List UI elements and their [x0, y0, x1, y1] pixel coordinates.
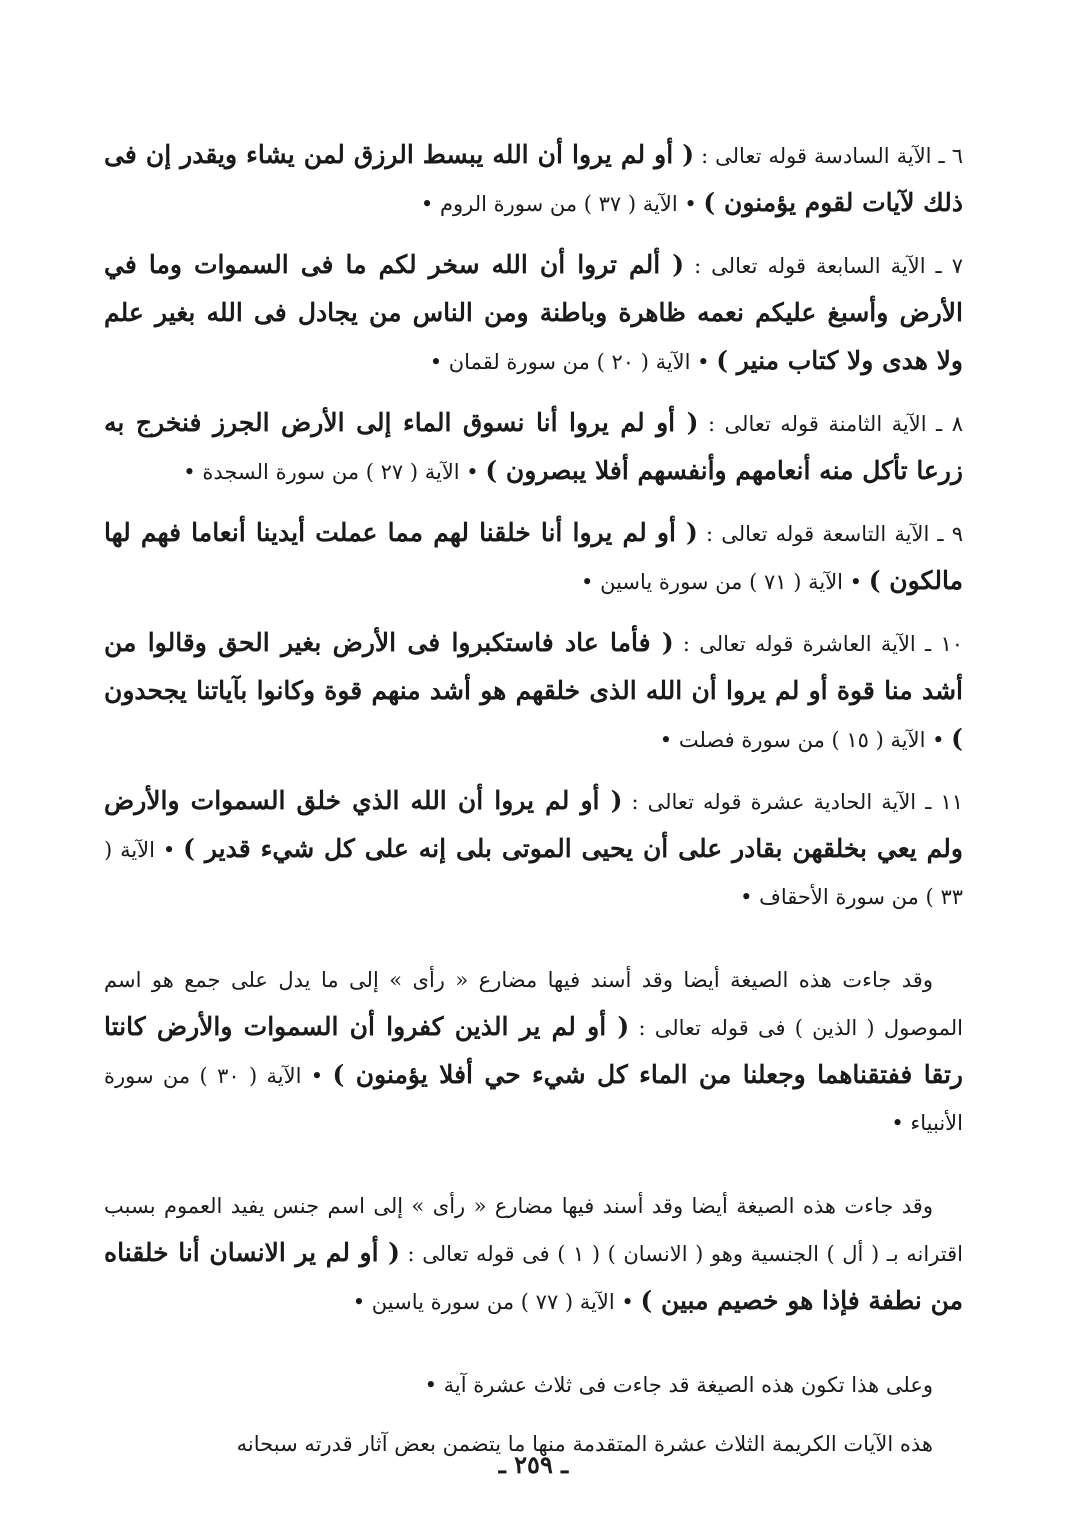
genus-subject-paragraph: [104, 1183, 963, 1326]
quran-quote: ( أو لم ير الانسان أنا خلقناه من نطفة فإذا هو خصيم مبين ): [104, 1238, 963, 1315]
verse-reference: • الآية ( ٣٠ ) من سورة الأنبياء •: [104, 1064, 963, 1135]
quran-quote: ( أو لم يروا أن الله يبسط الرزق لمن يشاء ويقدر إن فى ذلك لآيات لقوم يؤمنون ): [104, 140, 963, 217]
verse-paragraph-8: [104, 400, 963, 496]
verse-paragraph-6: [104, 132, 963, 228]
quran-quote: ( أو لم يروا أن الله الذي خلق السموات والأرض ولم يعي بخلقهن بقادر على أن يحيى الموتى بلى إنه على كل شيء قدير ): [104, 786, 963, 863]
verse-reference: • الآية ( ٧١ ) من سورة ياسين •: [581, 570, 869, 594]
verse-reference: • الآية ( ٢٧ ) من سورة السجدة •: [183, 460, 486, 484]
summary-line: [104, 1362, 963, 1409]
quran-quote: ( أو لم ير الذين كفروا أن السموات والأرض كانتا رتقا ففتقناهما وجعلنا من الماء كل شيء حي أفلا يؤمنون ): [104, 1012, 963, 1089]
verse-reference: • الآية ( ٣٧ ) من سورة الروم •: [420, 192, 704, 216]
quran-quote: ( ألم تروا أن الله سخر لكم ما فى السموات وما في الأرض وأسبغ عليكم نعمه ظاهرة وباطنة ومن الناس من يجادل فى الله بغير علم ولا هدى ولا كتاب منير ): [104, 250, 963, 375]
plural-subject-paragraph: [104, 957, 963, 1147]
verse-intro: ١١ ـ الآية الحادية عشرة قوله تعالى :: [622, 790, 963, 814]
verse-intro: ٩ ـ الآية التاسعة قوله تعالى :: [697, 522, 963, 546]
quran-quote: ( فأما عاد فاستكبروا فى الأرض بغير الحق وقالوا من أشد منا قوة أو لم يروا أن الله الذى خلقهم هو أشد منهم قوة وكانوا بآياتنا يجحدون ): [104, 628, 963, 753]
quran-quote: ( أو لم يروا أنا نسوق الماء إلى الأرض الجرز فنخرج به زرعا تأكل منه أنعامهم وأنفسهم أفلا يبصرون ): [104, 408, 963, 485]
verse-reference: • الآية ( ٢٠ ) من سورة لقمان •: [429, 350, 717, 374]
verse-intro: ٧ ـ الآية السابعة قوله تعالى :: [684, 254, 963, 278]
verse-reference: • الآية ( ٣٣ ) من سورة الأحقاف •: [104, 838, 963, 909]
verse-paragraph-11: [104, 778, 963, 921]
page-number: ـ ٢٥٩ ـ: [498, 1450, 569, 1479]
verse-reference: • الآية ( ٧٧ ) من سورة ياسين •: [352, 1290, 641, 1314]
verse-paragraph-9: [104, 510, 963, 606]
paragraph-text: هذه الآيات الكريمة الثلاث عشرة المتقدمة منها ما يتضمن بعض آثار قدرته سبحانه: [236, 1432, 933, 1456]
verse-paragraph-7: [104, 242, 963, 386]
verse-paragraph-10: [104, 620, 963, 764]
verse-intro: ٨ ـ الآية الثامنة قوله تعالى :: [698, 412, 963, 436]
verse-intro: ٦ ـ الآية السادسة قوله تعالى :: [694, 144, 963, 168]
quran-quote: ( أو لم يروا أنا خلقنا لهم مما عملت أيدينا أنعاما فهم لها مالكون ): [104, 518, 963, 595]
paragraph-text: وقد جاءت هذه الصيغة أيضا وقد أسند فيها مضارع « رأى » إلى ما يدل على جمع هو اسم الموصول ( الذين ) فى قوله تعالى :: [104, 968, 963, 1040]
verse-intro: ١٠ ـ الآية العاشرة قوله تعالى :: [673, 632, 963, 656]
paragraph-text: وعلى هذا تكون هذه الصيغة قد جاءت فى ثلاث عشرة آية •: [424, 1373, 933, 1397]
verse-reference: • الآية ( ١٥ ) من سورة فصلت •: [659, 728, 952, 752]
paragraph-text: وقد جاءت هذه الصيغة أيضا وقد أسند فيها مضارع « رأى » إلى اسم جنس يفيد العموم بسبب اقترانه بـ ( أل ) الجنسية وهو ( الانسان ) ( ١ ) فى قوله تعالى :: [104, 1194, 963, 1266]
